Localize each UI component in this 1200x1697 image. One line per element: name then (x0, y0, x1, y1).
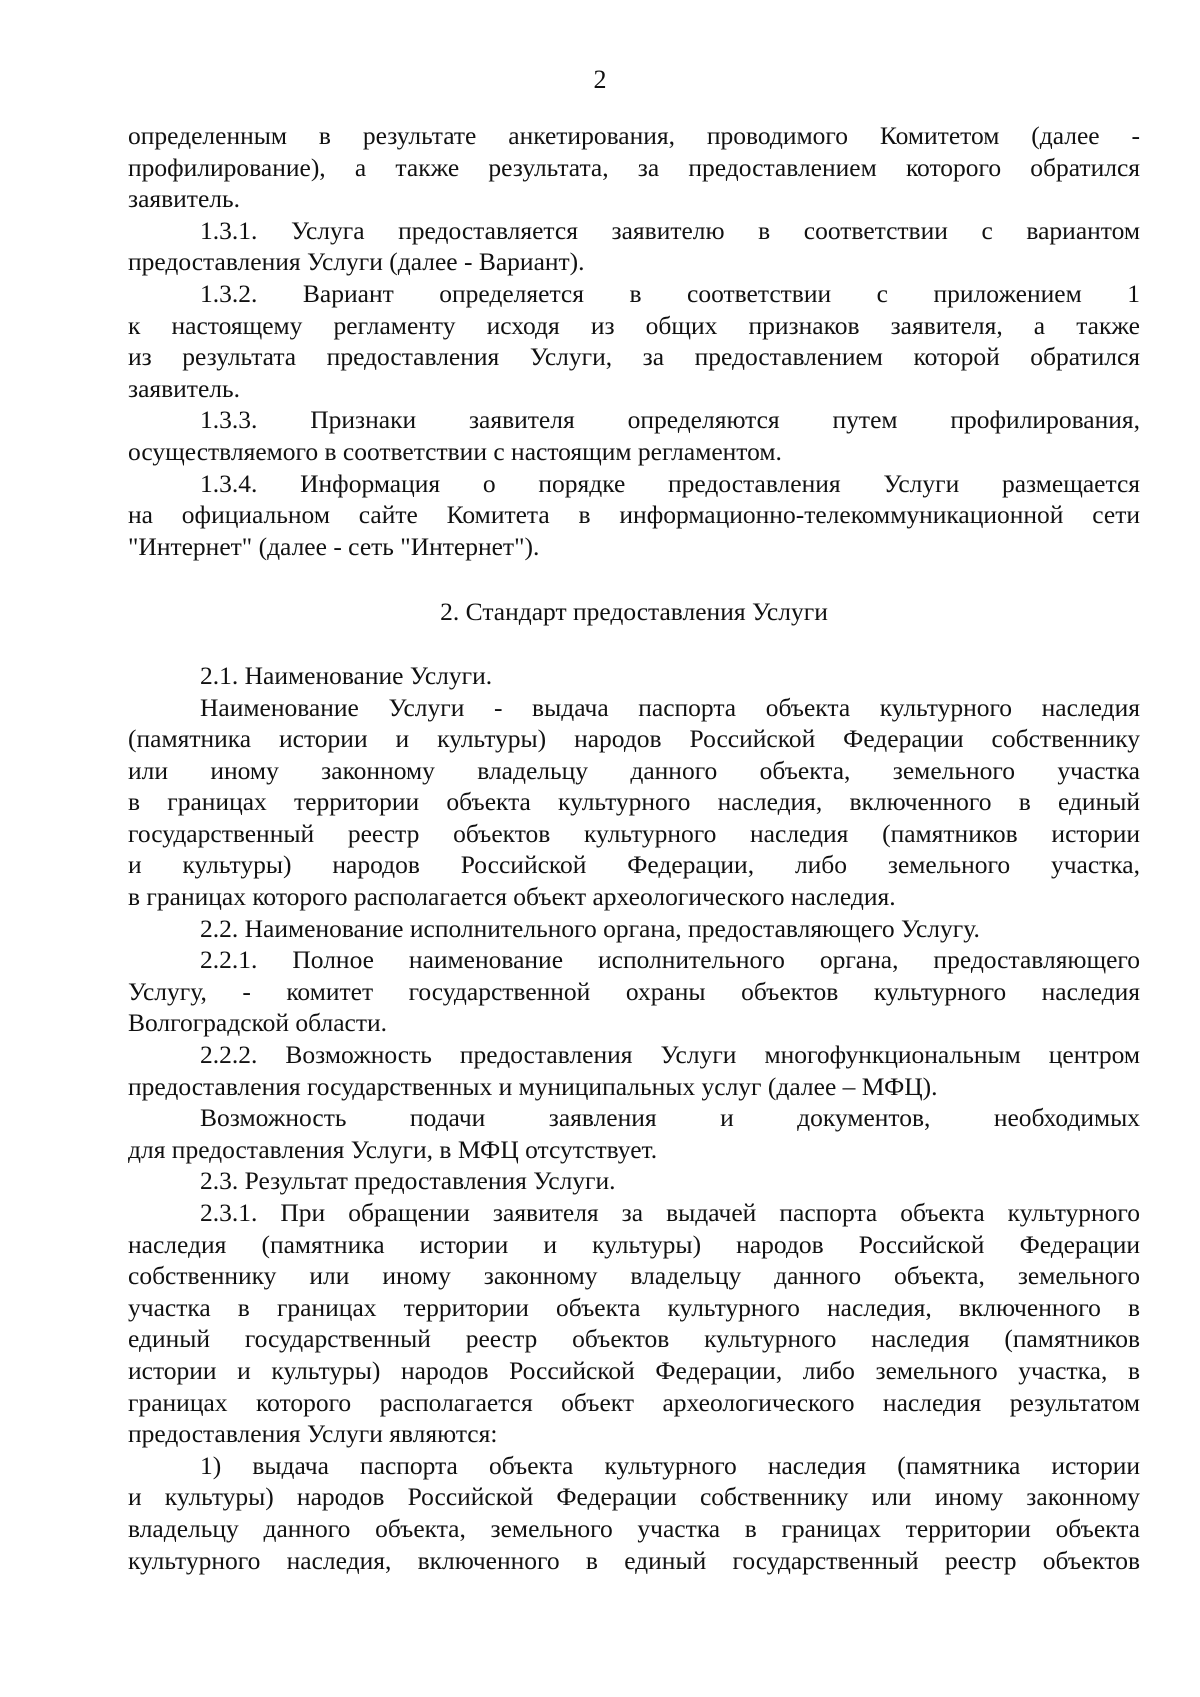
paragraph-p133 (128, 404, 1140, 467)
text-line: 2.3. Результат предоставления Услуги. (200, 1166, 616, 1196)
text-line: 2.2. Наименование исполнительного органа, предоставляющего Услугу. (200, 913, 980, 943)
paragraph-p132 (128, 278, 1140, 404)
text-line: Волгоградской области. (128, 1008, 388, 1038)
paragraph-p0 (128, 120, 1140, 215)
text-line: 2.2.2. Возможность предоставления Услуги многофункциональным центром (200, 1040, 1140, 1070)
text-line: к настоящему регламенту исходя из общих признаков заявителя, а также (128, 310, 1140, 340)
text-line: истории и культуры) народов Российской Федерации, либо земельного участка, в (128, 1355, 1140, 1385)
text-line: границах которого располагается объект археологического наследия результатом (128, 1387, 1140, 1417)
text-line: (памятника истории и культуры) народов Российской Федерации собственнику (128, 724, 1140, 754)
paragraph-p222b (128, 1102, 1140, 1165)
text-line: и культуры) народов Российской Федерации, либо земельного участка, (128, 850, 1140, 880)
text-line: 2.2.1. Полное наименование исполнительного органа, предоставляющего (200, 945, 1140, 975)
text-line: 2.3.1. При обращении заявителя за выдачей паспорта объекта культурного (200, 1198, 1140, 1227)
text-line: Наименование Услуги - выдача паспорта объекта культурного наследия (200, 692, 1140, 722)
text-line: 1.3.4. Информация о порядке предоставления Услуги размещается (200, 468, 1140, 498)
document-body (128, 120, 1140, 1576)
text-line: владельцу данного объекта, земельного участка в границах территории объекта (128, 1513, 1140, 1543)
text-line: в границах территории объекта культурного наследия, включенного в единый (128, 787, 1140, 817)
text-line: 1.3.2. Вариант определяется в соответствии с приложением 1 (200, 278, 1140, 308)
paragraph-p21text (128, 692, 1140, 913)
text-line: предоставления Услуги (далее - Вариант). (128, 247, 585, 277)
paragraph-p231 (128, 1197, 1140, 1450)
text-line: 2.1. Наименование Услуги. (200, 660, 493, 690)
text-line: профилирование), а также результата, за предоставлением которого обратился (128, 152, 1140, 182)
standard-section (128, 660, 1140, 1576)
text-line: 1) выдача паспорта объекта культурного наследия (памятника истории (200, 1450, 1140, 1480)
text-line: на официальном сайте Комитета в информационно-телекоммуникационной сети (128, 500, 1140, 530)
text-line: 1.3.1. Услуга предоставляется заявителю в соответствии с вариантом (200, 215, 1140, 245)
text-line: или иному законному владельцу данного объекта, земельного участка (128, 755, 1140, 785)
text-line: 1.3.3. Признаки заявителя определяются путем профилирования, (200, 405, 1140, 435)
paragraph-p22 (128, 913, 1140, 945)
text-line: собственнику или иному законному владельцу данного объекта, земельного (128, 1261, 1140, 1291)
text-line: в границах которого располагается объект археологического наследия. (128, 882, 896, 912)
text-line: предоставления Услуги являются: (128, 1419, 498, 1449)
intro-section (128, 120, 1140, 562)
paragraph-p134 (128, 468, 1140, 563)
text-line: заявитель. (128, 373, 240, 403)
text-line: осуществляемого в соответствии с настоящим регламентом. (128, 436, 782, 466)
text-line: и культуры) народов Российской Федерации собственнику или иному законному (128, 1482, 1140, 1512)
paragraph-p131 (128, 215, 1140, 278)
text-line: государственный реестр объектов культурного наследия (памятников истории (128, 818, 1140, 848)
text-line: "Интернет" (далее - сеть "Интернет"). (128, 531, 540, 561)
text-line: для предоставления Услуги, в МФЦ отсутствует. (128, 1134, 658, 1164)
text-line: Услугу, - комитет государственной охраны объектов культурного наследия (128, 976, 1140, 1006)
paragraph-p222 (128, 1039, 1140, 1102)
text-line: предоставления государственных и муниципальных услуг (далее – МФЦ). (128, 1071, 938, 1101)
page-number: 2 (593, 65, 607, 94)
paragraph-p221 (128, 944, 1140, 1039)
text-line: культурного наследия, включенного в единый государственный реестр объектов (128, 1545, 1140, 1575)
paragraph-p23 (128, 1165, 1140, 1197)
section-heading: 2. Стандарт предоставления Услуги (440, 597, 828, 627)
paragraph-p21 (128, 660, 1140, 692)
text-line: заявитель. (128, 184, 240, 214)
text-line: из результата предоставления Услуги, за предоставлением которой обратился (128, 342, 1140, 372)
text-line: участка в границах территории объекта культурного наследия, включенного в (128, 1292, 1140, 1322)
text-line: единый государственный реестр объектов культурного наследия (памятников (128, 1324, 1140, 1354)
text-line: определенным в результате анкетирования, проводимого Комитетом (далее - (128, 121, 1140, 150)
text-line: наследия (памятника истории и культуры) народов Российской Федерации (128, 1229, 1140, 1259)
text-line: Возможность подачи заявления и документов, необходимых (200, 1103, 1140, 1133)
paragraph-p231_1 (128, 1450, 1140, 1576)
